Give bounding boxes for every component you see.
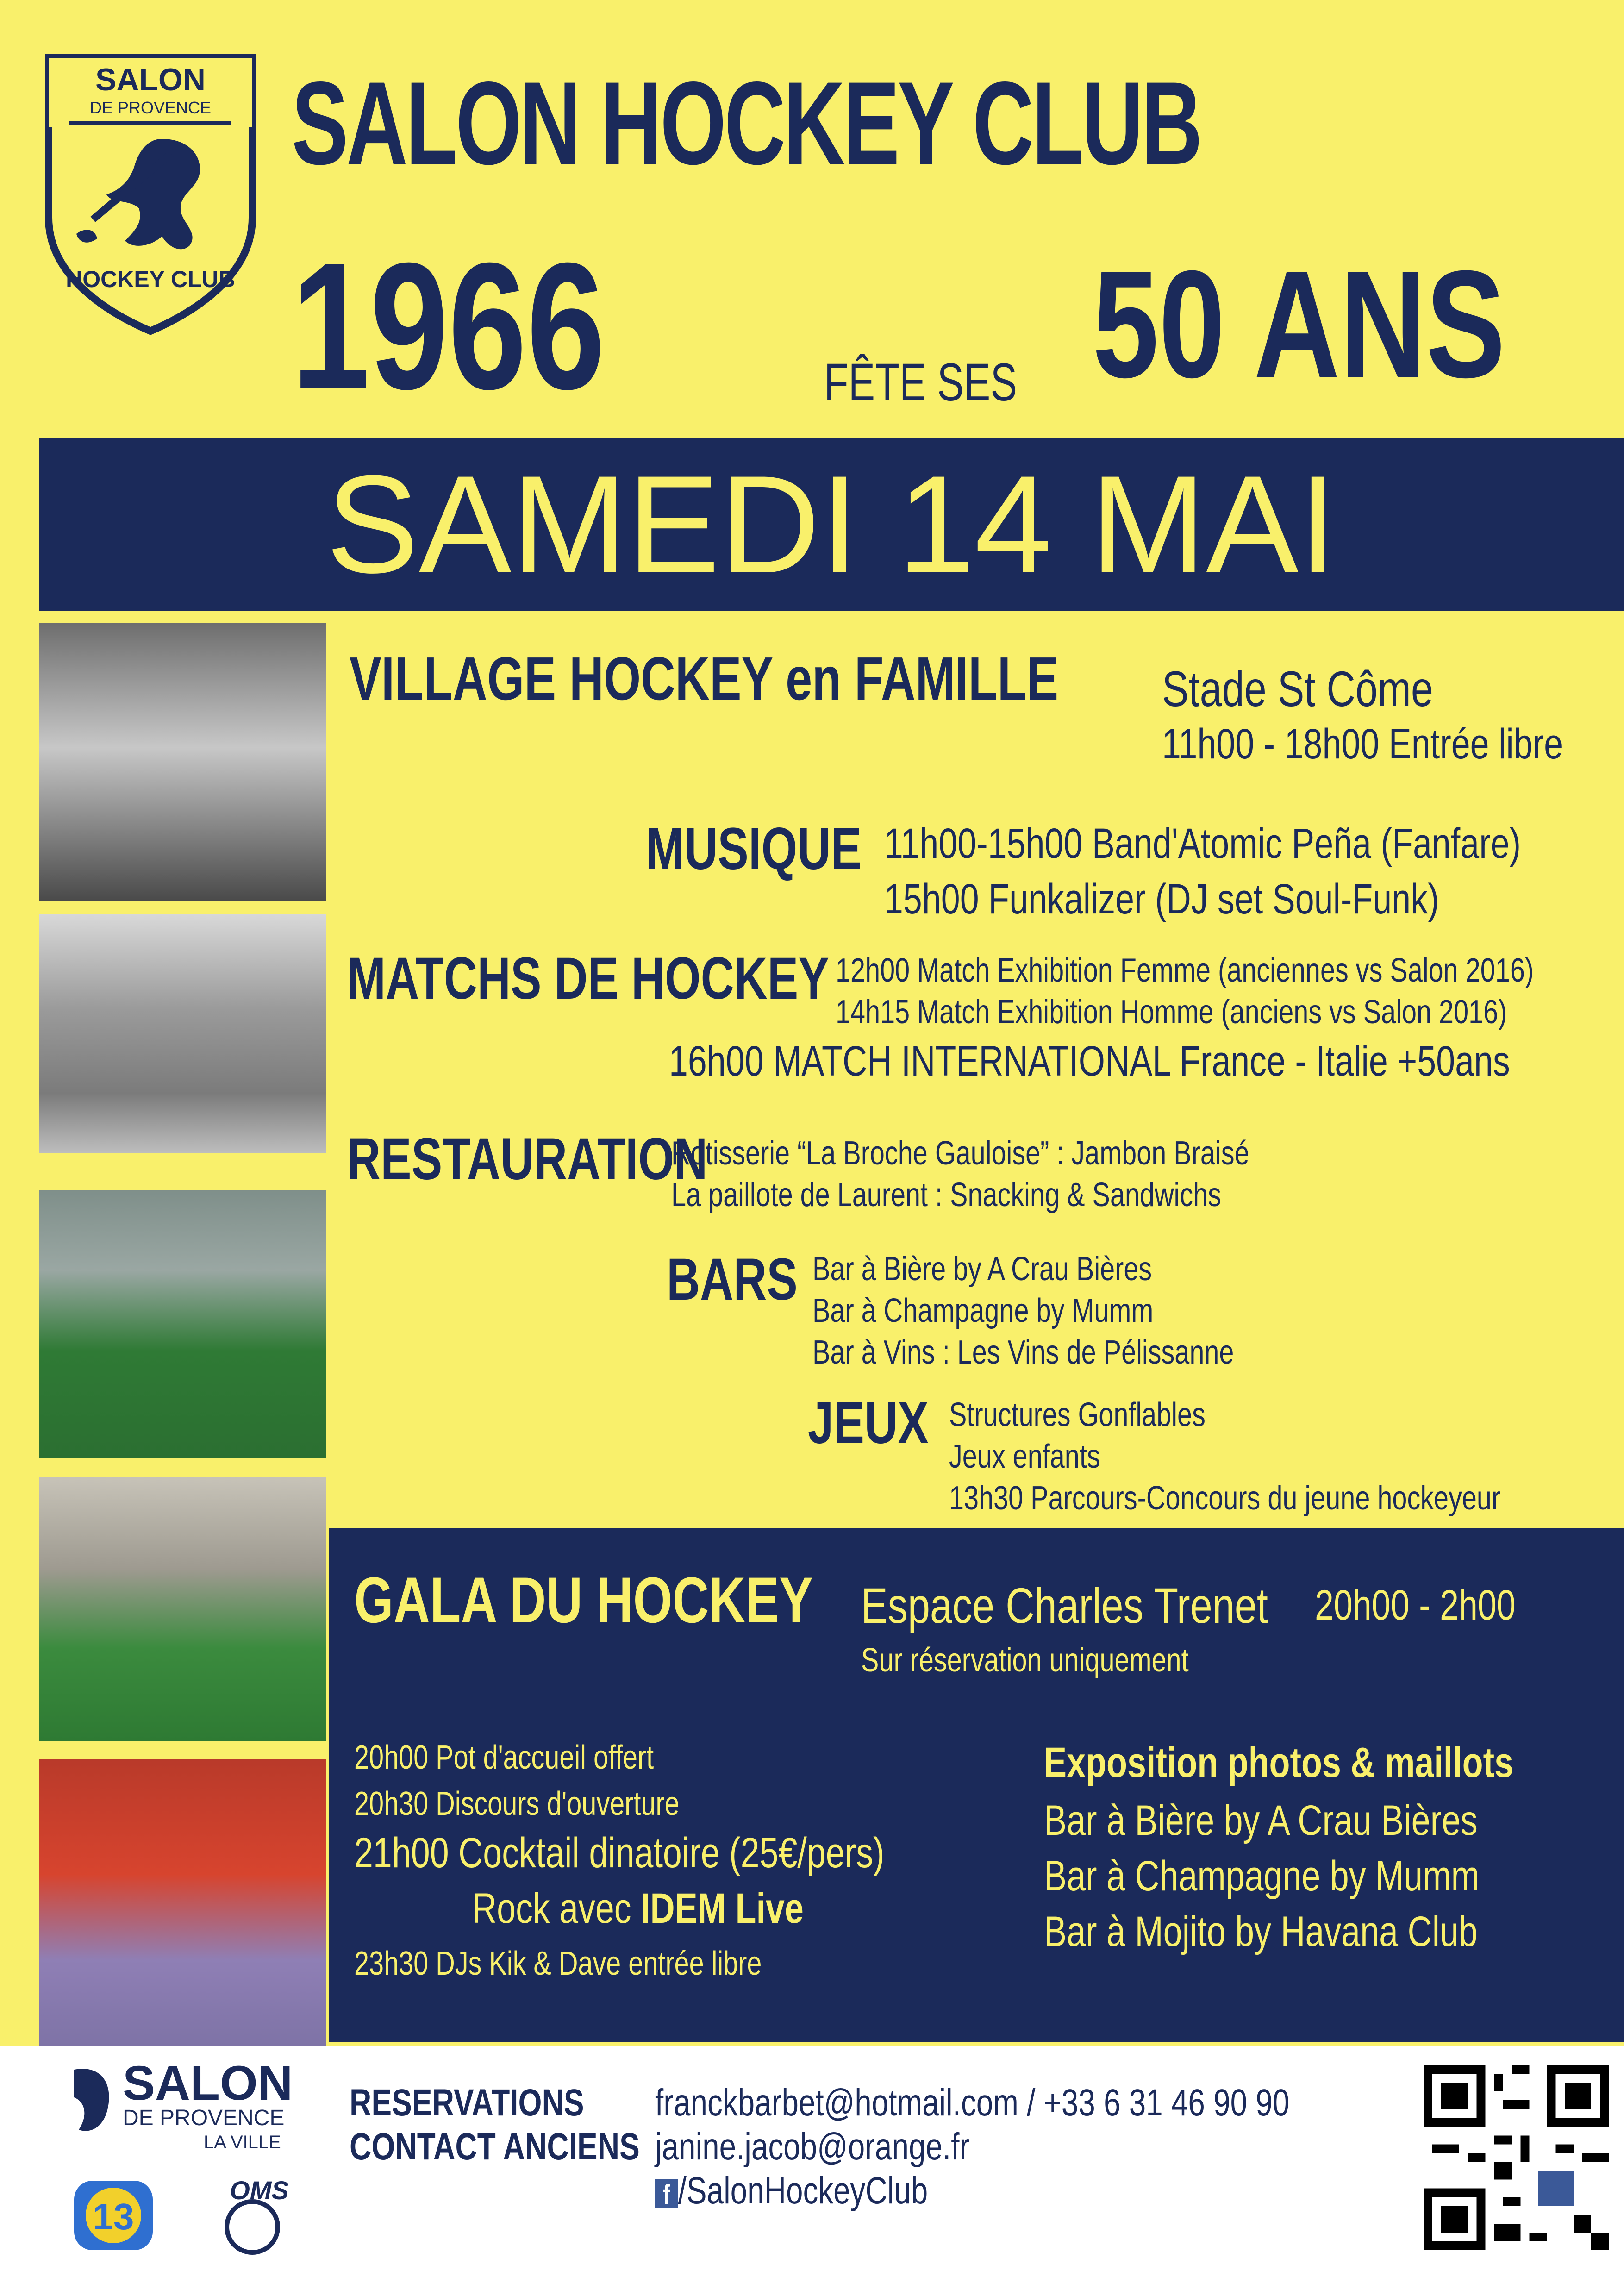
village-place: Stade St Côme	[1162, 661, 1433, 717]
facebook-icon	[1538, 2171, 1574, 2206]
match-item-1: 12h00 Match Exhibition Femme (anciennes vs Salon 2016)	[836, 952, 1534, 989]
date-banner	[39, 438, 1624, 611]
gala-rock	[472, 1884, 804, 1933]
facebook-link[interactable]	[655, 2169, 928, 2213]
ville-logo-tag: LA VILLE	[204, 2132, 281, 2152]
fete-ses-label: FÊTE SES	[824, 353, 1017, 412]
gala-rock-prefix: Rock avec	[472, 1885, 641, 1932]
jeux-item-3: 13h30 Parcours-Concours du jeune hockeyeur	[949, 1480, 1501, 1517]
expo-item-3: Bar à Mojito by Havana Club	[1044, 1908, 1478, 1955]
footer	[0, 2046, 1624, 2271]
svg-text:13: 13	[93, 2196, 134, 2237]
village-title: VILLAGE HOCKEY en FAMILLE	[350, 644, 1059, 713]
expo-item-2: Bar à Champagne by Mumm	[1044, 1852, 1480, 1900]
gala-program-3: 21h00 Cocktail dinatoire (25€/pers)	[354, 1829, 885, 1877]
restauration-item-1: Rotisserie “La Broche Gauloise” : Jambon Braisé	[671, 1135, 1249, 1172]
crest-text-provence: DE PROVENCE	[89, 98, 212, 117]
bars-label: BARS	[667, 1246, 798, 1313]
photo-men-hockey-match	[39, 1190, 326, 1458]
gala-hours: 20h00 - 2h00	[1315, 1582, 1516, 1629]
restauration-item-2: La paillote de Laurent : Snacking & Sandwichs	[671, 1176, 1221, 1214]
bouches-du-rhone-logo	[65, 2171, 167, 2259]
restauration-label: RESTAURATION	[347, 1126, 708, 1192]
jeux-item-1: Structures Gonflables	[949, 1396, 1206, 1433]
gala-late: 23h30 DJs Kik & Dave entrée libre	[354, 1945, 762, 1982]
event-date: SAMEDI 14 MAI	[326, 446, 1337, 602]
expo-item-1: Bar à Bière by A Crau Bières	[1044, 1797, 1478, 1844]
match-international: 16h00 MATCH INTERNATIONAL France - Italie +50ans	[669, 1038, 1510, 1085]
gala-program-2: 20h30 Discours d'ouverture	[354, 1785, 680, 1822]
gala-title: GALA DU HOCKEY	[354, 1564, 813, 1636]
bars-item-3: Bar à Vins : Les Vins de Pélissanne	[812, 1334, 1234, 1371]
reservations-label: RESERVATIONS	[350, 2082, 584, 2124]
gala-section	[329, 1528, 1624, 2042]
contact-email-phone[interactable]: franckbarbet@hotmail.com / +33 6 31 46 90 90	[655, 2082, 1290, 2124]
ville-logo-sub: DE PROVENCE	[123, 2106, 285, 2130]
poster-title: SALON HOCKEY CLUB	[292, 57, 1201, 189]
photo-women-hockey-match	[39, 1477, 326, 1741]
photo-indoor-hockey	[39, 1759, 326, 2046]
contact-email-anciens[interactable]: janine.jacob@orange.fr	[655, 2126, 970, 2168]
match-item-2: 14h15 Match Exhibition Homme (anciens vs Salon 2016)	[836, 994, 1507, 1031]
oms-logo-text: OMS	[230, 2176, 289, 2205]
facebook-handle: /SalonHockeyClub	[678, 2170, 928, 2212]
gala-program-1: 20h00 Pot d'accueil offert	[354, 1739, 654, 1776]
lion-icon	[74, 2069, 109, 2131]
musique-item-1: 11h00-15h00 Band'Atomic Peña (Fanfare)	[884, 820, 1521, 867]
contact-anciens-label: CONTACT ANCIENS	[350, 2126, 640, 2168]
ville-salon-logo	[65, 2056, 296, 2158]
bars-item-1: Bar à Bière by A Crau Bières	[812, 1251, 1152, 1288]
expo-title: Exposition photos & maillots	[1044, 1739, 1514, 1786]
founding-year: 1966	[292, 225, 605, 427]
jeux-label: JEUX	[808, 1390, 929, 1456]
jeux-item-2: Jeux enfants	[949, 1438, 1100, 1475]
crest-text-salon: SALON	[95, 62, 206, 97]
village-hours: 11h00 - 18h00 Entrée libre	[1162, 720, 1563, 768]
oms-logo	[199, 2171, 310, 2259]
photo-vintage-hockey-2	[39, 914, 326, 1153]
gala-note: Sur réservation uniquement	[861, 1642, 1189, 1679]
bars-item-2: Bar à Champagne by Mumm	[812, 1292, 1154, 1329]
gala-place: Espace Charles Trenet	[861, 1577, 1268, 1633]
ville-logo-main: SALON	[123, 2056, 293, 2110]
crest-text-hockey: HOCKEY CLUB	[66, 266, 235, 292]
club-crest-logo	[42, 51, 259, 338]
musique-label: MUSIQUE	[646, 816, 862, 882]
qr-code[interactable]	[1424, 2065, 1609, 2250]
facebook-icon: f	[655, 2179, 678, 2208]
matchs-label: MATCHS DE HOCKEY	[347, 945, 829, 1012]
musique-item-2: 15h00 Funkalizer (DJ set Soul-Funk)	[884, 876, 1439, 923]
gala-rock-band: IDEM Live	[641, 1885, 804, 1932]
anniversary-label: 50 ANS	[1093, 238, 1505, 409]
photo-vintage-hockey-1	[39, 623, 326, 901]
